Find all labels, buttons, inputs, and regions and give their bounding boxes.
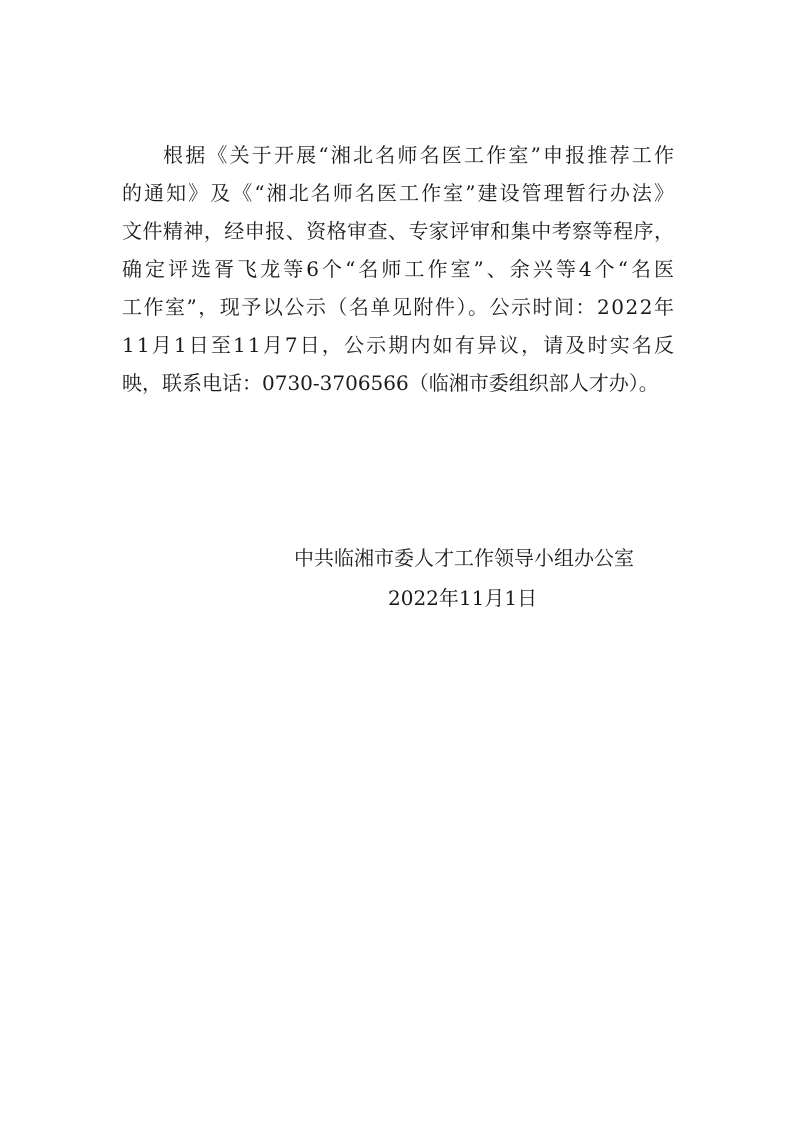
notice-line-4: 确定评选胥飞龙等6个“名师工作室”、余兴等4个“名医 [122,257,678,281]
signature-block [294,538,674,618]
notice-body [122,136,678,402]
issuing-organization: 中共临湘市委人才工作领导小组办公室 [294,546,634,570]
notice-line-6: 11月1日至11月7日，公示期内如有异议，请及时实名反 [122,333,677,357]
notice-line-5: 工作室”，现予以公示（名单见附件）。公示时间：2022年 [122,295,676,319]
notice-line-7: 映，联系电话：0730-3706566（临湘市委组织部人才办）。 [122,371,659,395]
notice-line-2: 的通知》及《“湘北名师名医工作室”建设管理暂行办法》 [122,181,677,205]
notice-line-1: 根据《关于开展“湘北名师名医工作室”申报推荐工作 [163,143,677,167]
notice-line-3: 文件精神，经申报、资格审查、专家评审和集中考察等程序， [122,219,675,243]
issue-date: 2022年11月1日 [388,586,538,610]
